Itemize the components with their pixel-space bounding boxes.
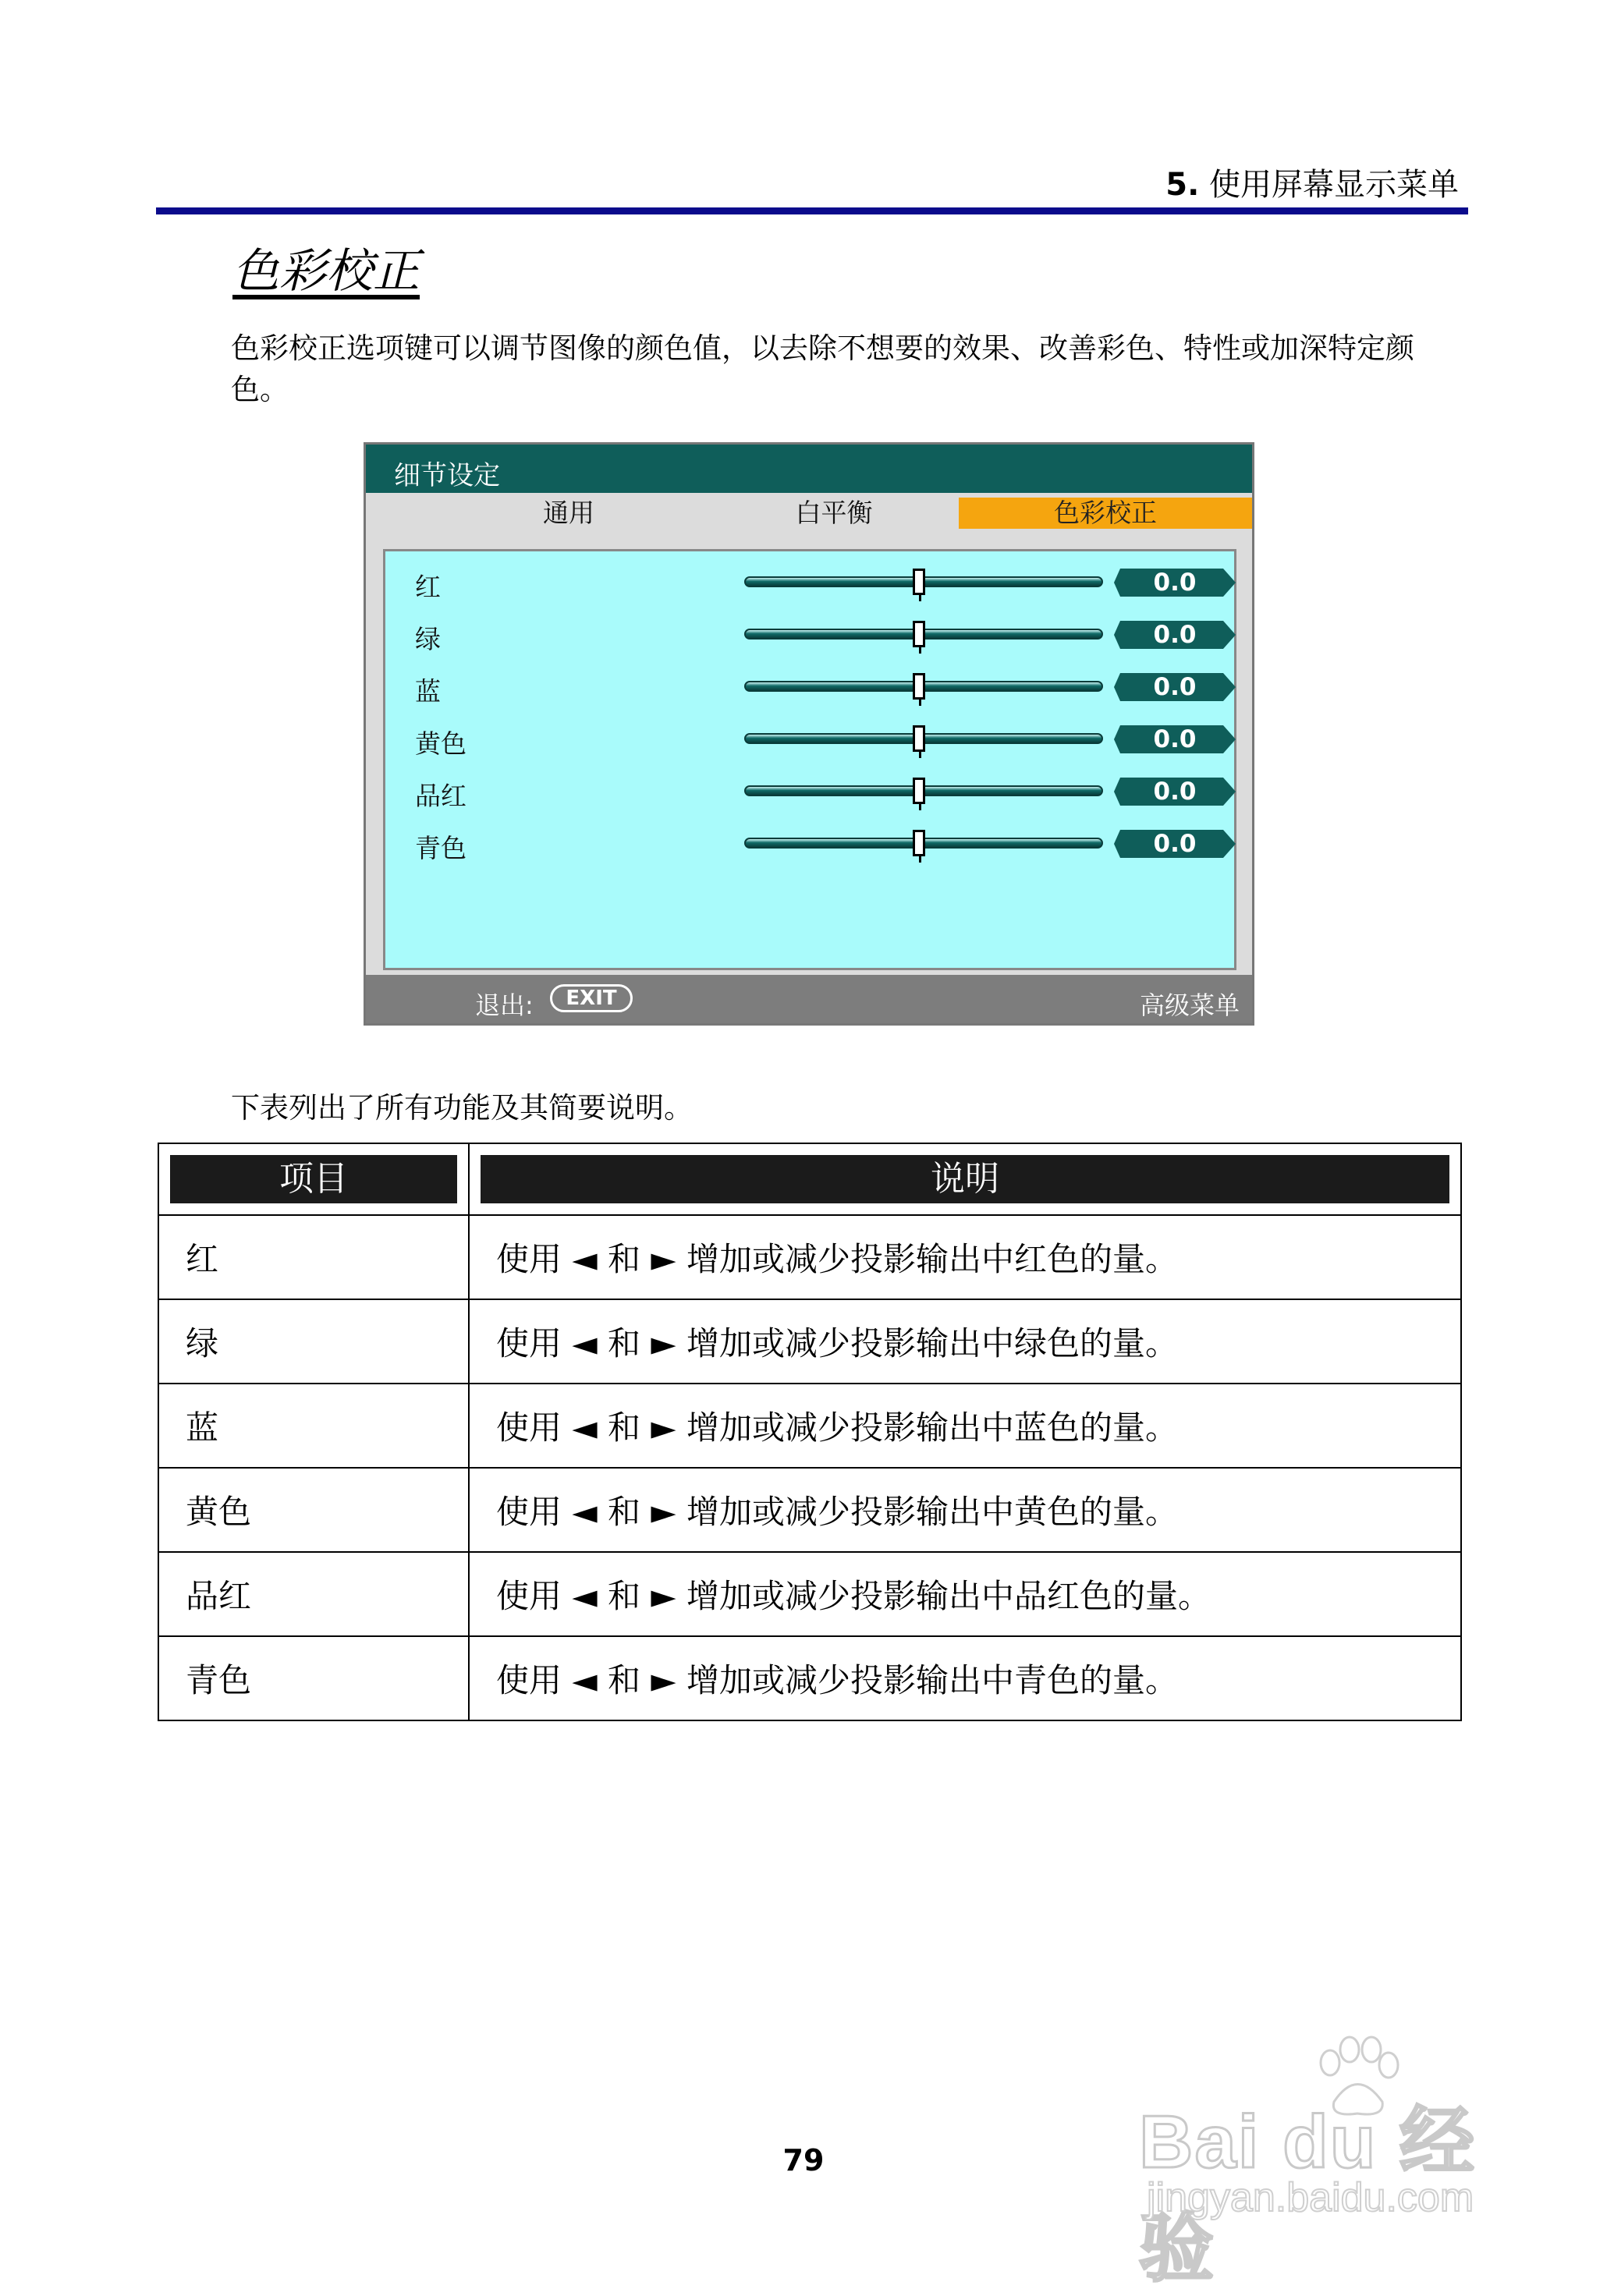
osd-tab-general[interactable]: 通用 (543, 498, 594, 528)
slider-value-box (1114, 569, 1236, 597)
osd-exit-button[interactable]: EXIT (550, 984, 633, 1012)
slider-value-box (1114, 725, 1236, 753)
baidu-watermark (1139, 2036, 1529, 2291)
chapter-header (1165, 160, 1459, 204)
osd-row-label: 红 (415, 572, 441, 602)
slider-value-box (1114, 673, 1236, 701)
slider-thumb[interactable] (913, 673, 925, 700)
slider-thumb[interactable] (913, 725, 925, 752)
osd-row-label: 绿 (415, 624, 441, 654)
page-number: 79 (782, 2143, 825, 2177)
table-row (158, 1215, 1461, 1299)
table-cell-item: 红 (158, 1215, 469, 1299)
header-rule (156, 207, 1468, 214)
watermark-brand: Bai du 经验 (1139, 2100, 1477, 2291)
header-desc-label: 说明 (481, 1155, 1449, 1203)
table-cell-desc: 使用 ◄ 和 ► 增加或减少投影输出中青色的量。 (469, 1636, 1461, 1720)
osd-row-label: 黄色 (415, 728, 466, 759)
slider-value: 0.0 (1153, 569, 1197, 597)
chapter-title: 使用屏幕显示菜单 (1209, 167, 1459, 203)
slider-value: 0.0 (1153, 830, 1197, 858)
table-row (158, 1384, 1461, 1468)
table-cell-desc: 使用 ◄ 和 ► 增加或减少投影输出中黄色的量。 (469, 1468, 1461, 1552)
osd-row[interactable] (385, 770, 1234, 813)
slider-center-tick (919, 700, 921, 706)
slider-thumb[interactable] (913, 569, 925, 595)
slider-value-box (1114, 830, 1236, 858)
osd-title: 细节设定 (394, 460, 500, 491)
slider-value-box (1114, 621, 1236, 649)
slider-thumb[interactable] (913, 830, 925, 856)
osd-advanced-menu[interactable]: 高级菜单 (1139, 990, 1240, 1020)
osd-titlebar (366, 445, 1252, 493)
slider-thumb[interactable] (913, 621, 925, 647)
function-table (158, 1143, 1462, 1721)
osd-row-label: 品红 (415, 781, 466, 811)
table-row (158, 1552, 1461, 1636)
slider-value: 0.0 (1153, 621, 1197, 649)
section-title: 色彩校正 (232, 244, 420, 299)
table-cell-item: 绿 (158, 1299, 469, 1384)
table-cell-desc: 使用 ◄ 和 ► 增加或减少投影输出中绿色的量。 (469, 1299, 1461, 1384)
osd-tab-color-correction[interactable]: 色彩校正 (959, 498, 1252, 529)
slider-center-tick (919, 647, 921, 654)
table-row (158, 1636, 1461, 1720)
slider-center-tick (919, 752, 921, 758)
table-cell-desc: 使用 ◄ 和 ► 增加或减少投影输出中蓝色的量。 (469, 1384, 1461, 1468)
table-cell-item: 青色 (158, 1636, 469, 1720)
table-intro: 下表列出了所有功能及其简要说明。 (231, 1091, 693, 1125)
osd-row[interactable] (385, 718, 1234, 761)
osd-row-label: 青色 (415, 833, 466, 863)
slider-center-tick (919, 595, 921, 601)
slider-center-tick (919, 856, 921, 863)
table-cell-item: 品红 (158, 1552, 469, 1636)
osd-row[interactable] (385, 822, 1234, 866)
header-item-label: 项目 (170, 1155, 457, 1203)
watermark-url: jingyan.baidu.com (1147, 2175, 1474, 2220)
osd-row[interactable] (385, 613, 1234, 657)
slider-thumb[interactable] (913, 778, 925, 804)
table-header-desc (469, 1143, 1461, 1215)
slider-value-box (1114, 778, 1236, 806)
osd-panel (383, 549, 1236, 970)
table-cell-item: 黄色 (158, 1468, 469, 1552)
table-cell-item: 蓝 (158, 1384, 469, 1468)
section-intro: 色彩校正选项键可以调节图像的颜色值，以去除不想要的效果、改善彩色、特性或加深特定颜色。 (231, 331, 1414, 406)
osd-row[interactable] (385, 665, 1234, 709)
osd-row-label: 蓝 (415, 676, 441, 707)
table-row (158, 1468, 1461, 1552)
table-row (158, 1299, 1461, 1384)
slider-value: 0.0 (1153, 725, 1197, 753)
slider-value: 0.0 (1153, 778, 1197, 806)
osd-footer (366, 975, 1252, 1023)
osd-menu-screenshot (364, 442, 1254, 1026)
table-header-row (158, 1143, 1461, 1215)
chapter-number: 5. (1165, 167, 1200, 203)
osd-tabs (366, 493, 1252, 527)
osd-tab-white-balance[interactable]: 白平衡 (795, 498, 873, 528)
osd-row[interactable] (385, 561, 1234, 604)
slider-value: 0.0 (1153, 673, 1197, 701)
slider-center-tick (919, 804, 921, 810)
osd-exit-label: 退出: (475, 990, 534, 1020)
table-cell-desc: 使用 ◄ 和 ► 增加或减少投影输出中品红色的量。 (469, 1552, 1461, 1636)
table-header-item (158, 1143, 469, 1215)
table-cell-desc: 使用 ◄ 和 ► 增加或减少投影输出中红色的量。 (469, 1215, 1461, 1299)
